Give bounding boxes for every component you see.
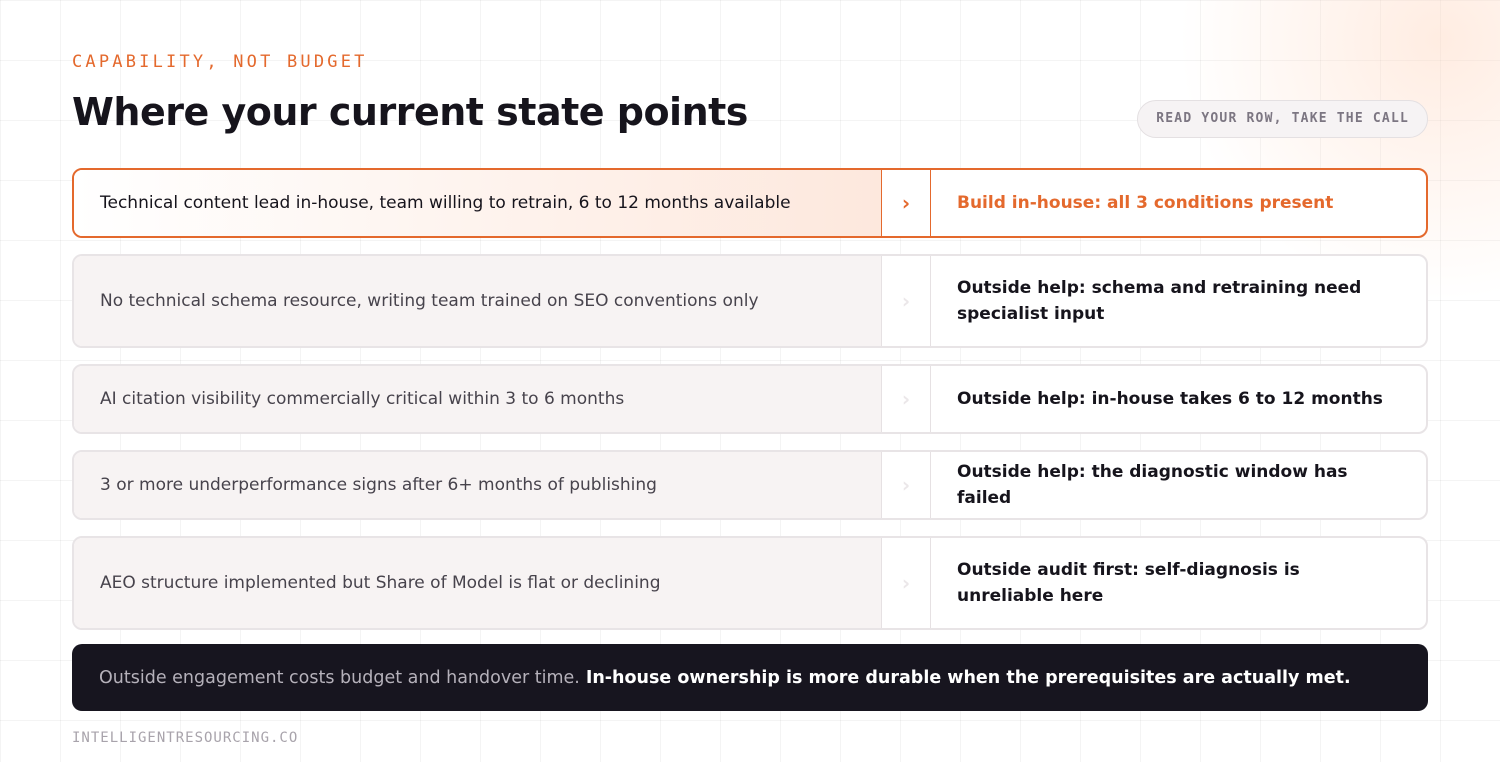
row-condition: AI citation visibility commercially critical within 3 to 6 months: [74, 366, 881, 432]
decision-rows: [72, 168, 1428, 646]
row-condition: 3 or more underperformance signs after 6+ months of publishing: [74, 452, 881, 518]
chevron-right-icon: ›: [881, 256, 931, 346]
decision-row-schema-resource: [72, 254, 1428, 348]
decision-row-underperformance: [72, 450, 1428, 520]
row-condition: No technical schema resource, writing team trained on SEO conventions only: [74, 256, 881, 346]
chevron-right-icon: ›: [881, 452, 931, 518]
decision-row-citation-visibility: [72, 364, 1428, 434]
row-verdict: Outside help: the diagnostic window has failed: [957, 462, 1348, 508]
summary-emphasis-text: In-house ownership is more durable when the prerequisites are actually met.: [585, 667, 1351, 688]
row-verdict: Build in-house: all 3 conditions present: [957, 193, 1334, 213]
row-verdict: Outside help: in-house takes 6 to 12 months: [957, 389, 1383, 409]
chevron-right-icon: ›: [881, 366, 931, 432]
chevron-right-icon: ›: [881, 170, 931, 236]
decision-row-build-in-house: [72, 168, 1428, 238]
site-domain: INTELLIGENTRESOURCING.CO: [72, 730, 299, 746]
page-title: Where your current state points: [72, 90, 748, 134]
row-condition: Technical content lead in-house, team willing to retrain, 6 to 12 months available: [74, 170, 881, 236]
chevron-right-icon: ›: [881, 538, 931, 628]
instruction-pill: READ YOUR ROW, TAKE THE CALL: [1137, 100, 1428, 138]
row-condition: AEO structure implemented but Share of Model is flat or declining: [74, 538, 881, 628]
eyebrow-label: CAPABILITY, NOT BUDGET: [72, 52, 368, 72]
summary-bar: [72, 644, 1428, 711]
decision-row-aeo-structure: [72, 536, 1428, 630]
row-verdict: Outside audit first: self-diagnosis is unreliable here: [957, 560, 1300, 606]
row-verdict: Outside help: schema and retraining need specialist input: [957, 278, 1362, 324]
summary-plain-text: Outside engagement costs budget and handover time.: [99, 667, 580, 688]
